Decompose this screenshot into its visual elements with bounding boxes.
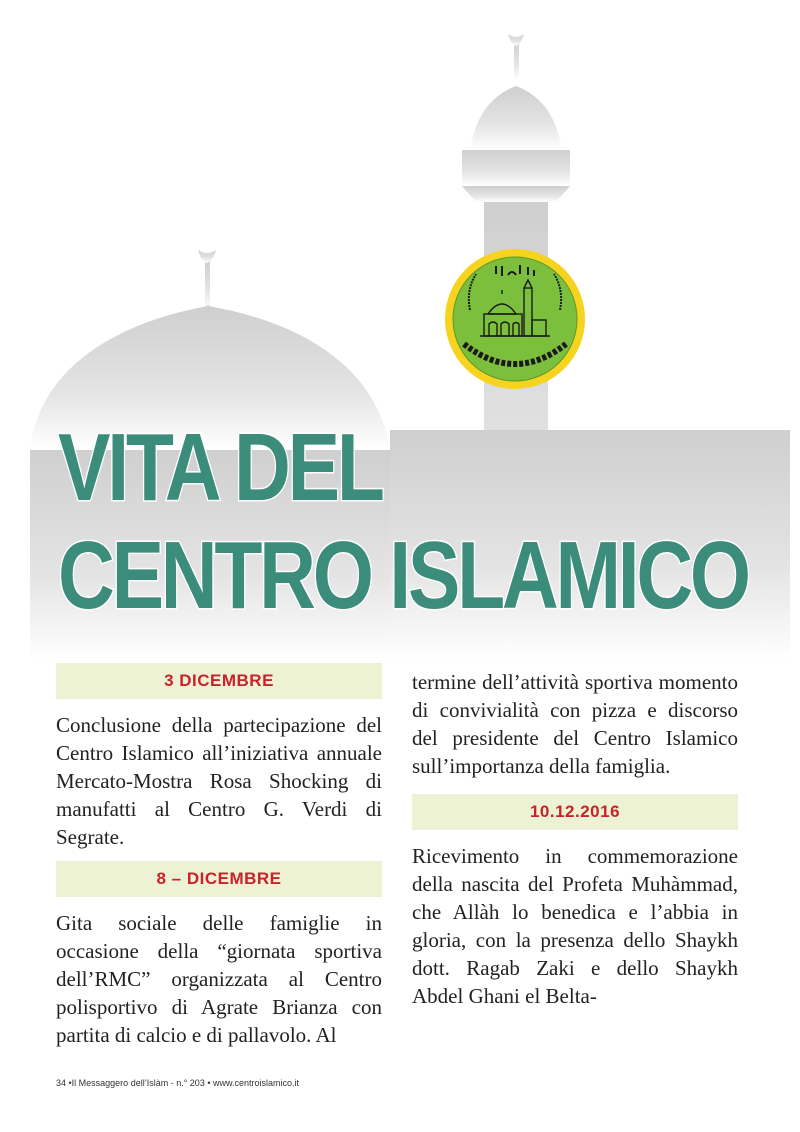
left-column: [56, 663, 382, 1049]
date-heading: 10.12.2016: [412, 794, 738, 830]
centro-islamico-logo: [444, 248, 586, 390]
date-heading: 3 DICEMBRE: [56, 663, 382, 699]
page-title-line1: VITA DEL: [58, 414, 382, 521]
paragraph-3-dicembre: Conclusione della partecipazione del Centro Islamico all’iniziativa annuale Mercato-Mostra Rosa Shocking di manufatti al Centro G. Verdi di Segrate.: [56, 713, 382, 849]
paragraph-8-dicembre-part1: Gita sociale delle famiglie in occasione della “giornata sportiva dell’RMC” organizzata al Centro polisportivo di Agrate Brianza con partita di calcio e di pallavolo. Al: [56, 911, 382, 1047]
paragraph-10-12-2016: Ricevimento in commemorazione della nascita del Profeta Muhàmmad, che Allàh lo benedica e l’abbia in gloria, con la presenza dello Shaykh dott. Ragab Zaki e dello Shaykh Abdel Ghani el Belta-: [412, 844, 738, 1008]
right-column: [412, 668, 738, 1010]
page-footer: 34 •Il Messaggero dell’Islàm - n.° 203 • www.centroislamico.it: [56, 1078, 299, 1088]
date-heading: 8 – DICEMBRE: [56, 861, 382, 897]
page-title-line2: CENTRO ISLAMICO: [58, 522, 748, 629]
paragraph-8-dicembre-part2: termine dell’attività sportiva momento di convivialità con pizza e discorso del presidente del Centro Islamico sull’importanza della famiglia.: [412, 670, 738, 778]
